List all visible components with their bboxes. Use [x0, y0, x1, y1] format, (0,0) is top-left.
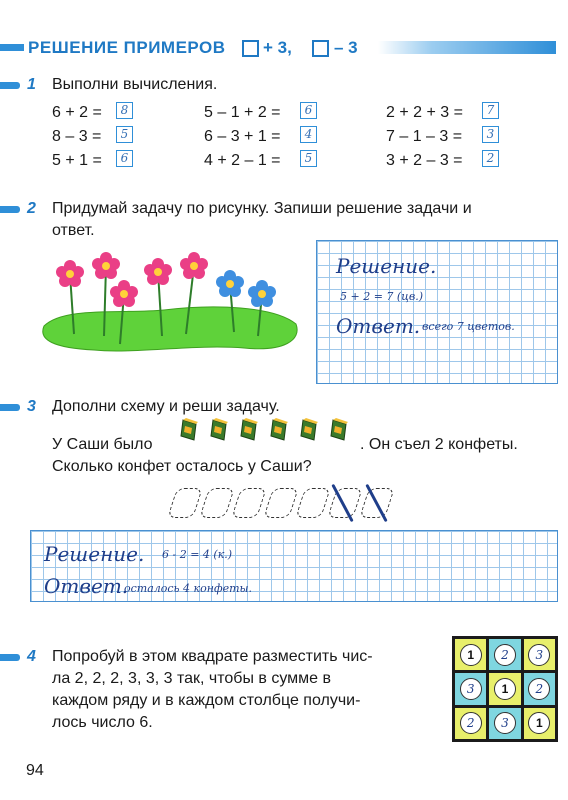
task-instruction: Выполни вычисления. — [52, 76, 218, 93]
candy-icon — [208, 418, 230, 442]
magic-cell — [455, 673, 486, 704]
expression: 2 + 2 + 3 = — [386, 104, 463, 121]
task-marker — [0, 654, 20, 661]
answer-box: 2 — [482, 150, 499, 167]
magic-cell — [489, 639, 520, 670]
task-instruction: ла 2, 2, 2, 3, 3, 3 так, чтобы в сумме в — [52, 670, 332, 687]
task-instruction: Дополни схему и реши задачу. — [52, 398, 280, 415]
candy-slot — [231, 488, 267, 518]
problem-text: . Он съел 2 конфеты. — [360, 436, 518, 453]
flowers-illustration — [34, 244, 304, 362]
pink-flowers — [56, 252, 208, 307]
magic-cell — [489, 708, 520, 739]
candy-slot — [167, 488, 203, 518]
task-number: 4 — [27, 648, 36, 665]
solution-label: Решение. — [336, 254, 437, 278]
title-blank-box — [312, 40, 329, 57]
solution-text: 5 + 2 = 7 (цв.) — [340, 290, 424, 303]
solution-label: Решение. — [44, 542, 145, 566]
candy-icon — [238, 418, 260, 442]
magic-number: 1 — [494, 678, 516, 700]
candy-icon — [178, 418, 200, 442]
task-number: 2 — [27, 200, 36, 217]
expression: 6 – 3 + 1 = — [204, 128, 281, 145]
task-marker — [0, 206, 20, 213]
candy-icon — [328, 418, 350, 442]
answer-box: 4 — [300, 126, 317, 143]
magic-cell — [524, 639, 555, 670]
answer-box: 7 — [482, 102, 499, 119]
answer-text: всего 7 цветов. — [422, 320, 515, 333]
magic-cell — [524, 708, 555, 739]
magic-cell — [524, 673, 555, 704]
answer-box: 8 — [116, 102, 133, 119]
title-blank-box — [242, 40, 259, 57]
problem-text: Сколько конфет осталось у Саши? — [52, 458, 312, 475]
task-instruction: Попробуй в этом квадрате разместить чис- — [52, 648, 373, 665]
solution-text: 6 - 2 = 4 (к.) — [162, 548, 233, 561]
magic-cell — [455, 639, 486, 670]
answer-text: осталось 4 конфеты. — [124, 582, 252, 595]
answer-box: 5 — [300, 150, 317, 167]
magic-number: 3 — [494, 712, 516, 734]
expression: 3 + 2 – 3 = — [386, 152, 463, 169]
task-instruction: ответ. — [52, 222, 95, 239]
task-marker — [0, 404, 20, 411]
magic-square — [452, 636, 558, 742]
task-instruction: каждом ряду и в каждом столбце получи- — [52, 692, 361, 709]
expression: 7 – 1 – 3 = — [386, 128, 463, 145]
candy-slot — [263, 488, 299, 518]
task-instruction: Придумай задачу по рисунку. Запиши решение задачи и — [52, 200, 472, 217]
magic-number: 3 — [460, 678, 482, 700]
magic-cell — [455, 708, 486, 739]
task-marker — [0, 82, 20, 89]
blue-flowers — [216, 270, 276, 307]
expression: 4 + 2 – 1 = — [204, 152, 281, 169]
answer-label: Ответ. — [44, 574, 129, 598]
magic-number: 1 — [460, 644, 482, 666]
magic-number: 2 — [460, 712, 482, 734]
page-number: 94 — [26, 762, 44, 779]
title-op-minus: – 3 — [334, 38, 358, 57]
candy-slot — [327, 488, 363, 518]
candy-icon — [298, 418, 320, 442]
magic-number: 3 — [528, 644, 550, 666]
answer-box: 6 — [300, 102, 317, 119]
answer-box: 6 — [116, 150, 133, 167]
problem-text: У Саши было — [52, 436, 153, 453]
expression: 8 – 3 = — [52, 128, 102, 145]
expression: 6 + 2 = — [52, 104, 102, 121]
magic-cell — [489, 673, 520, 704]
magic-number: 2 — [528, 678, 550, 700]
candy-icon — [268, 418, 290, 442]
title-op-plus: + 3, — [263, 38, 292, 57]
task-number: 1 — [27, 76, 36, 93]
answer-box: 5 — [116, 126, 133, 143]
expression: 5 + 1 = — [52, 152, 102, 169]
header-right-stripe — [378, 41, 556, 54]
answer-label: Ответ. — [336, 314, 421, 338]
expression: 5 – 1 + 2 = — [204, 104, 281, 121]
magic-number: 1 — [528, 712, 550, 734]
candy-slot — [295, 488, 331, 518]
task-instruction: лось число 6. — [52, 714, 153, 731]
task-number: 3 — [27, 398, 36, 415]
section-title: РЕШЕНИЕ ПРИМЕРОВ — [28, 38, 226, 57]
magic-number: 2 — [494, 644, 516, 666]
answer-box: 3 — [482, 126, 499, 143]
header-left-stripe — [0, 44, 24, 51]
candy-slot — [199, 488, 235, 518]
